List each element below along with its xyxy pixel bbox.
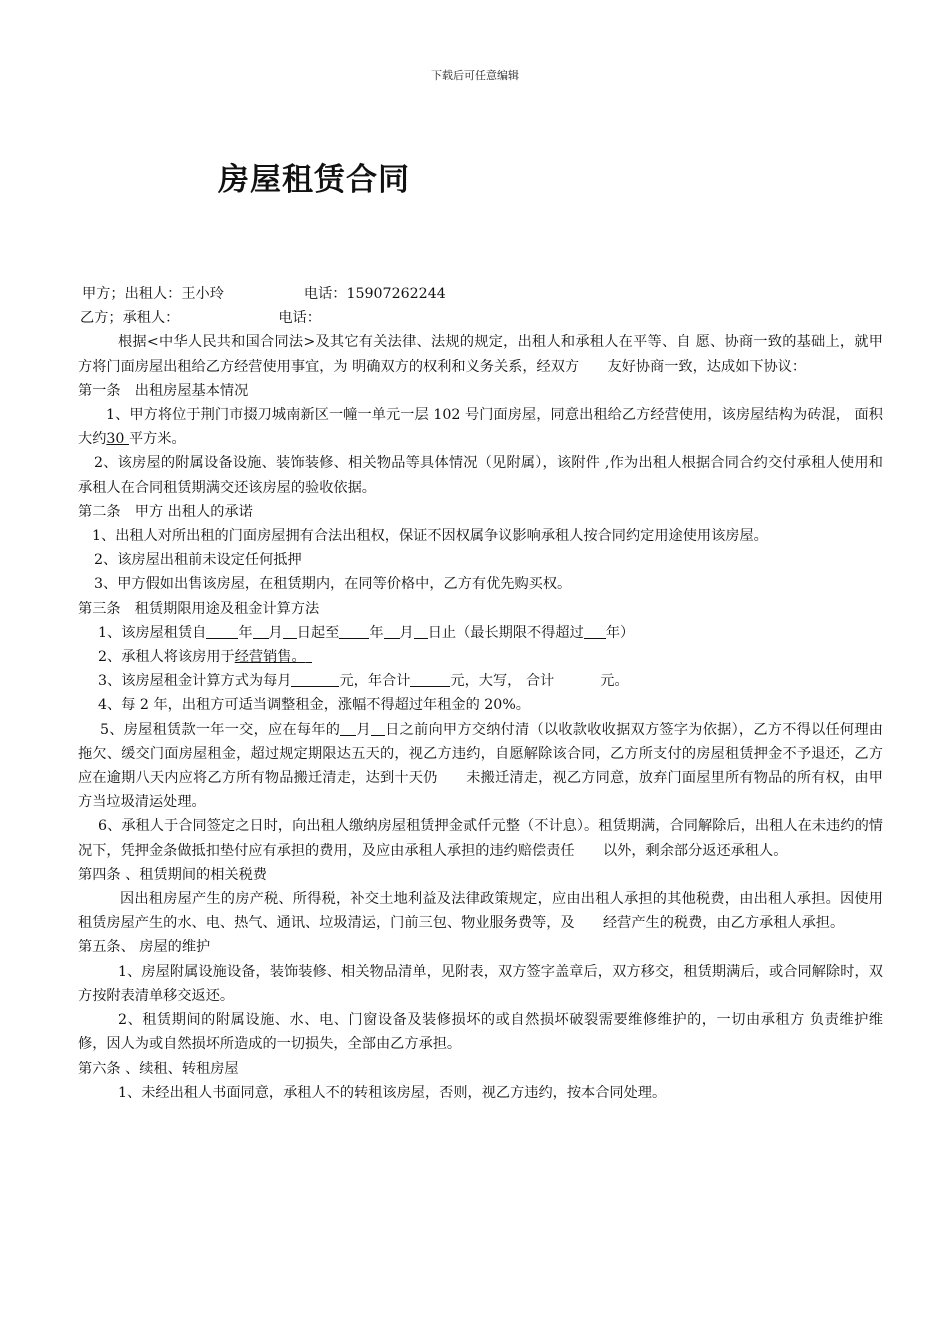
party-a-phone: 电话：15907262244 (303, 286, 446, 302)
article-3-item-1 (78, 621, 883, 645)
day-from-label: 日起至 (296, 624, 340, 641)
rent-yearly-label: 元，年合计 (339, 673, 411, 690)
intro-paragraph: 根据<中华人民共和国合同法>及其它有关法律、法规的规定，出租人和承租人在平等、自 愿、协商一致的基础上，就甲方将门面房屋出租给乙方经营使用事宜，为 明确双方的权利和义务关系，经双方 友好协商一致，达成如下协议： (78, 334, 883, 375)
party-a-line (78, 282, 883, 306)
article-2-item-3: 3、甲方假如出售该房屋，在租赁期内，在同等价格中，乙方有优先购买权。 (94, 576, 572, 593)
month-label-2: 月 (399, 624, 414, 641)
party-a-label: 甲方；出租人：王小玲 (82, 286, 224, 302)
contract-body (78, 282, 883, 1105)
article-2-heading: 第二条 甲方 出租人的承诺 (78, 503, 253, 520)
article-2-item-1: 1、出租人对所出租的门面房屋拥有合法出租权，保证不因权属争议影响承租人按合同约定用途使用该房屋。 (92, 528, 768, 545)
lease-start-label: 1、该房屋租赁自 (98, 624, 207, 641)
blank-pay-month[interactable] (340, 721, 356, 736)
article-3-item-5 (78, 718, 883, 815)
article-6-item-1: 1、未经出租人书面同意，承租人不的转租该房屋，否则，视乙方违约，按本合同处理。 (118, 1084, 667, 1101)
blank-pay-day[interactable] (371, 721, 385, 736)
year-label-2: 年 (369, 624, 384, 641)
article-1-heading: 第一条 出租房屋基本情况 (78, 382, 249, 399)
document-title: 房屋租赁合同 (218, 162, 410, 198)
blank-yearly-rent[interactable] (410, 672, 450, 687)
article-5-item-2: 2、租赁期间的附属设施、水、电、门窗设备及装修损坏的或自然损坏破裂需要维修维护的，一切由承租方 负责维护维修，因人为或自然损坏所造成的一切损失，全部由乙方承担。 (78, 1012, 883, 1053)
blank-end-year[interactable] (339, 624, 369, 639)
day-to-label: 日止（最长期限不得超过 (427, 624, 584, 641)
payment-text-a: 5、房屋租赁款一年一交，应在每年的 (100, 721, 341, 738)
year-label: 年 (238, 624, 253, 641)
blank-end-day[interactable] (414, 624, 428, 639)
article-4-text: 因出租房屋产生的房产税、所得税，补交土地利益及法律政策规定，应由出租人承担的其他税费，由出租人承担。因使用租赁房屋产生的水、电、热气、通讯、垃圾清运，门前三包、物业服务费等，及 经营产生的税费，由乙方承租人承担。 (78, 891, 883, 932)
article-3-item-6: 6、承租人于合同签定之日时，向出租人缴纳房屋租赁押金贰仟元整（不计息）。租赁期满，合同解除后，出租人在未违约的情况下，凭押金条做抵扣垫付应有承担的费用，及应由承租人承担的违约赔偿责任 以外，剩余部分返还承租人。 (78, 818, 883, 859)
month-label: 月 (268, 624, 283, 641)
use-trailing-blank (306, 648, 312, 663)
article-1-item-1-text: 1、甲方将位于荆门市掇刀城南新区一幢一单元一层 102 号门面房屋，同意出租给乙方经营使用，该房屋结构为砖混， 面积大约 (78, 407, 883, 448)
year-end-label: 年） (605, 624, 635, 641)
blank-start-year[interactable] (206, 624, 238, 639)
article-5-heading: 第五条、 房屋的维护 (78, 939, 211, 956)
blank-monthly-rent[interactable] (291, 672, 339, 687)
blank-end-month[interactable] (384, 624, 400, 639)
article-4-heading: 第四条 、租赁期间的相关税费 (78, 866, 267, 883)
party-b-label: 乙方；承租人： (80, 310, 180, 327)
article-3-item-3 (78, 669, 883, 693)
article-1-item-1 (78, 403, 883, 451)
article-3-item-2 (78, 645, 883, 669)
rent-unit-label: 元。 (600, 673, 629, 690)
page-header-note: 下载后可任意编辑 (431, 69, 519, 82)
blank-start-day[interactable] (283, 624, 297, 639)
payment-month-label: 月 (356, 721, 371, 738)
article-5-item-1: 1、房屋附属设施设备，装饰装修、相关物品清单，见附表，双方签字盖章后，双方移交，租赁期满后，或合同解除时，双方按附表清单移交返还。 (78, 963, 883, 1004)
article-3-item-4: 4、每 2 年，出租方可适当调整租金，涨幅不得超过年租金的 20%。 (98, 697, 530, 714)
blank-start-month[interactable] (253, 624, 269, 639)
article-1-item-1-unit: 平方米。 (128, 431, 186, 448)
use-value: 经营销售。 (234, 649, 306, 666)
article-6-heading: 第六条 、续租、转租房屋 (78, 1060, 239, 1077)
use-label: 2、承租人将该房用于 (98, 649, 235, 666)
rent-capital-label: 元，大写， 合计 (450, 673, 555, 690)
payment-text-b: 日之前向甲方交纳付清（以收款收收据双方签字为依据），乙方不得以任何理由拖欠、缓交门面房屋租金，超过规定期限达五天的，视乙方违约，自愿解除该合同，乙方所支付的房屋租赁押金不予退还，乙方应在逾期八天内应将乙方所有物品搬迁清走，达到十天仍 未搬迁清走，视乙方同意，放弃门面屋里所有物品的所有权，由甲方当垃圾清运处理。 (78, 721, 883, 811)
article-1-item-2: 2、该房屋的附属设备设施、装饰装修、相关物品等具体情况（见附属），该附件 ,作为出租人根据合同合约交付承租人使用和承租人在合同租赁期满交还该房屋的验收依据。 (78, 455, 883, 496)
rent-monthly-label: 3、该房屋租金计算方式为每月 (98, 673, 292, 690)
blank-max-years[interactable] (584, 624, 606, 639)
area-value: 30 (106, 431, 129, 448)
article-3-heading: 第三条 租赁期限用途及租金计算方法 (78, 600, 320, 617)
party-b-line (78, 306, 883, 330)
party-b-phone: 电话： (278, 310, 321, 327)
article-2-item-2: 2、该房屋出租前未设定任何抵押 (94, 552, 302, 569)
